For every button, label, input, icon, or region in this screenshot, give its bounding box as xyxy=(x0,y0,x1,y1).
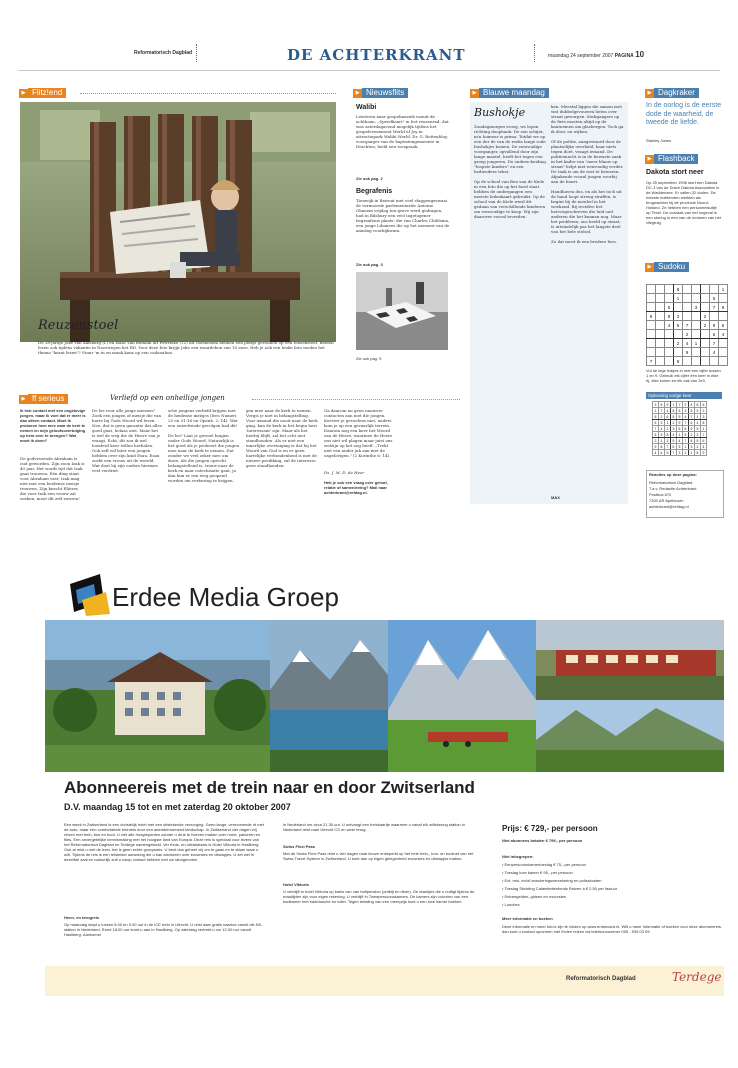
solution-cell: 9 xyxy=(671,438,677,444)
ffserieus-contact: Heb je ook een vraag over geloof, relatie of samenleving? Mail naar achterkrant@refdag.nl. xyxy=(324,480,388,495)
solution-cell: 1 xyxy=(677,432,683,438)
reacties-line-3: Postbus 670 xyxy=(649,492,672,497)
ffserieus-question: Ik heb contact met een ongelovige jongen, maar ik voel dat er meer is dan alleen contact. Moet ik proberen hem mee naar de kerk te nemen en mijn geloofsovertuiging op hem over te brengen? Wat moet ik doen? xyxy=(20,408,86,443)
page-number: 10 xyxy=(635,50,645,59)
ffserieus-rule xyxy=(252,399,460,400)
sudoku-cell[interactable] xyxy=(719,339,728,348)
sudoku-cell[interactable]: 3 xyxy=(674,312,683,321)
solution-cell: 4 xyxy=(689,402,695,408)
solution-cell: 9 xyxy=(701,450,707,456)
sudoku-cell[interactable] xyxy=(701,348,710,357)
sudoku-cell[interactable]: 1 xyxy=(674,294,683,303)
header-date xyxy=(548,50,644,59)
solution-cell: 7 xyxy=(701,432,707,438)
sudoku-cell[interactable] xyxy=(656,339,665,348)
sudoku-cell[interactable] xyxy=(665,348,674,357)
sudoku-cell[interactable] xyxy=(674,303,683,312)
advert-col2-sub1: Swiss Flexi Pass xyxy=(283,844,316,849)
solution-cell: 8 xyxy=(659,444,665,450)
ffserieus-col3: sche jongens verliefd krijgen met de heidense meisjes (lees Numeri 25 en 31:16 en Openb. 2: 14). Wat een ontzettende gevolgen had dit! De les? Laat je gewoel buigen onder Gods Woord. Natuurlijk is het goed als je probeert die jongen mee naar de kerk te nemen. Dat zonder we veel zeker mee om doen. Als die jongen oprecht belangstellend is, trouw naar de kerk en naar catechisatie gaat, ja dan kun er een weg geopend worden om verkering te krijgen. xyxy=(168,408,240,483)
solution-cell: 6 xyxy=(653,432,659,438)
solution-cell: 9 xyxy=(659,432,665,438)
sudoku-cell[interactable] xyxy=(647,339,656,348)
solution-cell: 2 xyxy=(653,438,659,444)
sudoku-cell[interactable] xyxy=(647,330,656,339)
sudoku-row xyxy=(647,303,728,312)
price-value: € 729,- per persoon xyxy=(524,824,598,833)
sudoku-cell[interactable] xyxy=(719,357,728,366)
flashback-header xyxy=(645,154,698,164)
mountain-image xyxy=(388,620,536,772)
sudoku-cell[interactable] xyxy=(683,294,692,303)
sudoku-cell[interactable] xyxy=(656,321,665,330)
solution-cell: 4 xyxy=(701,444,707,450)
photo-hotel xyxy=(45,620,270,772)
sudoku-cell[interactable]: 9 xyxy=(683,348,692,357)
sudoku-cell[interactable] xyxy=(665,294,674,303)
ffserieus-col4: gen mee naar de kerk te nemen. Vergis je niet in belangstelling. Voor iemand die nooit naar de kerk ging, kan de kerk in het begin best 'interessant' zijn. Maar als het hierbij blijft, zal het echt niet standhouden. Als er niet een innerlijke overtuiging is dat hij het Woord van God is en er geen hartelijke verbondenheid is met de nieuwe prediking, zal de interesse geen standhouden. xyxy=(246,408,318,468)
solution-cell: 3 xyxy=(671,426,677,432)
sudoku-label: Sudoku xyxy=(654,262,689,272)
solution-cell: 2 xyxy=(701,408,707,414)
sudoku-cell[interactable]: 6 xyxy=(719,321,728,330)
sudoku-cell[interactable] xyxy=(656,312,665,321)
solution-cell: 7 xyxy=(659,408,665,414)
walibi-body: Leisteren naar gospelmuziek vanuit de achtbaan. „Speedkaart" in het reuzenrad, dat was zaterdagavond mogelijk tijdens het gospelevenement World of Joy in attractiepark Walibi World. Dr. G. Bottenblay, voorganger van de baptistengemeente in Drachten, hield een toespraak. xyxy=(356,114,449,149)
solution-cell: 4 xyxy=(665,408,671,414)
sudoku-cell[interactable] xyxy=(656,330,665,339)
sudoku-tag-icon: ▶ xyxy=(645,263,654,272)
solution-cell: 6 xyxy=(677,408,683,414)
solution-cell: 6 xyxy=(701,402,707,408)
solution-cell: 8 xyxy=(683,426,689,432)
photo-caption: De 18-jarige Joke van Aalsburg (l.) en Isaac van Beinum uit Petrrieke (12) uit Gorinchem hebben een plekje gevonden op een reusenstoel. Beiden lezen ook tijdens vakantie in Noorwegen het RD. Voor deze foto krijgt Joke een waardebon van 10 euro. Heb je ook een leuke foto moden het thema "krant lezen"? Stuur 'm in en maak kans op een cadeaubon. xyxy=(38,340,334,355)
sudoku-cell[interactable] xyxy=(701,357,710,366)
solution-cell: 1 xyxy=(701,426,707,432)
sudoku-cell[interactable] xyxy=(683,285,692,294)
sudoku-cell[interactable]: 2 xyxy=(674,339,683,348)
sudoku-cell[interactable] xyxy=(665,357,674,366)
reacties-line-4: 7300 AR Apeldoorn xyxy=(649,498,684,503)
reacties-title: Reacties op deze pagina: xyxy=(649,472,697,477)
header-divider-right xyxy=(534,44,535,62)
solution-cell: 3 xyxy=(677,450,683,456)
chess-image xyxy=(356,272,448,350)
sudoku-grid[interactable] xyxy=(646,284,728,366)
sudoku-cell[interactable]: 5 xyxy=(710,294,719,303)
nieuwsflits-photo xyxy=(356,272,448,350)
sudoku-cell[interactable]: 5 xyxy=(674,321,683,330)
solution-cell: 9 xyxy=(689,426,695,432)
flitzend-label: Flitz!end xyxy=(28,88,66,98)
sudoku-cell[interactable]: 4 xyxy=(683,339,692,348)
sudoku-cell[interactable] xyxy=(665,330,674,339)
walibi-title: Walibi xyxy=(356,104,377,111)
sudoku-cell[interactable] xyxy=(647,348,656,357)
ffserieus-subtitle: Verliefd op een onheilige jongen xyxy=(110,394,225,402)
sudoku-cell[interactable] xyxy=(692,294,701,303)
included-item-6: • Lunches xyxy=(502,902,520,907)
solution-cell: 2 xyxy=(671,420,677,426)
sudoku-cell[interactable]: 9 xyxy=(647,312,656,321)
ffserieus-tag-icon: ▶ xyxy=(19,395,28,404)
solution-cell: 9 xyxy=(665,402,671,408)
sudoku-cell[interactable] xyxy=(710,285,719,294)
sudoku-header xyxy=(645,262,689,272)
begrafenis-title: Begrafenis xyxy=(356,188,393,195)
solution-cell: 5 xyxy=(671,414,677,420)
sudoku-cell[interactable] xyxy=(701,303,710,312)
included-item-3: • Evt. reis- en/of annuleringsverzekering en polisskosten xyxy=(502,878,602,883)
erdee-logo-mark-icon xyxy=(66,570,114,618)
sudoku-cell[interactable] xyxy=(656,348,665,357)
sudoku-cell[interactable]: 7 xyxy=(647,357,656,366)
solution-cell: 5 xyxy=(689,408,695,414)
solution-cell: 3 xyxy=(689,444,695,450)
sudoku-cell[interactable] xyxy=(656,294,665,303)
sudoku-cell[interactable]: 9 xyxy=(719,303,728,312)
sudoku-cell[interactable] xyxy=(665,285,674,294)
flitzend-tag-icon: ▶ xyxy=(19,89,28,98)
logo-rd: Reformatorisch Dagblad xyxy=(566,976,636,982)
included-item-6-text: Lunches xyxy=(504,902,520,907)
solution-cell: 7 xyxy=(689,414,695,420)
nieuwsflits-header xyxy=(353,88,408,98)
flashback-label: Flashback xyxy=(654,154,698,164)
sudoku-cell[interactable] xyxy=(674,348,683,357)
sudoku-cell[interactable]: 4 xyxy=(665,321,674,330)
solution-cell: 2 xyxy=(659,414,665,420)
dagkraker-quote: In de oorlog is de eerste dode de waarheid, de tweede de liefde. xyxy=(646,102,722,126)
sudoku-cell[interactable] xyxy=(683,357,692,366)
solution-cell: 4 xyxy=(653,450,659,456)
logo-terdege: Terdege xyxy=(672,970,722,984)
sudoku-cell[interactable] xyxy=(647,321,656,330)
solution-cell: 3 xyxy=(683,408,689,414)
sudoku-cell[interactable] xyxy=(701,330,710,339)
sudoku-cell[interactable] xyxy=(674,330,683,339)
sudoku-cell[interactable]: 2 xyxy=(701,312,710,321)
solution-cell: 2 xyxy=(683,450,689,456)
solution-cell: 5 xyxy=(677,444,683,450)
reuzenstoel-image xyxy=(20,102,336,342)
hotel-image xyxy=(45,620,270,772)
solution-cell: 1 xyxy=(689,450,695,456)
sudoku-cell[interactable]: 2 xyxy=(683,330,692,339)
sudoku-row xyxy=(647,348,728,357)
ffserieus-col2: De les voor alle jonge mensen? Zoek een jongen of meisje die van harte bij Gods Woord wil leven. Nee, dat is geen garantie dat alles goed gaat, helaas niet. Maar het is wel de weg die de Heere van je vraagt. Echt, dit zou ik wel honderd keer willen herhalen. Ook zelf wil later een jongen hebben over zijn kind Esau. Esau zoekt een vrouw uit de wereld. Wat doet hij zijn ouders hiermee veel verdriet. xyxy=(92,408,162,473)
solution-cell: 7 xyxy=(665,444,671,450)
photo-lake xyxy=(270,620,388,772)
ffserieus-signature: Ds. J. M. D. de Heer xyxy=(324,470,365,475)
included-item-5: • Entreegelden, gidsen en excursies xyxy=(502,894,566,899)
solution-grid xyxy=(652,401,707,456)
solution-cell: 5 xyxy=(653,420,659,426)
advert-col1-sub-body: Op maandag stapt u tussen 8.00 en 9.00 uur in de ICE trein in Utrecht. U reist daar gratis naartoe vanuit elk NS-station in Nederland. Rond 18.00 uur komt u aan in Hasliberg. Op zaterdag vertrekt u om 12.00 uur vanuit Hasliberg. Aankomst xyxy=(64,922,263,937)
sudoku-row xyxy=(647,312,728,321)
sudoku-cell[interactable]: 6 xyxy=(710,330,719,339)
sudoku-cell[interactable] xyxy=(692,321,701,330)
sudoku-cell[interactable]: 1 xyxy=(719,285,728,294)
flitzend-header xyxy=(19,88,66,98)
solution-cell: 6 xyxy=(671,444,677,450)
sudoku-cell[interactable]: 4 xyxy=(719,330,728,339)
solution-cell: 1 xyxy=(653,408,659,414)
sudoku-cell[interactable]: 3 xyxy=(692,303,701,312)
reacties-line-2: T.a.v. Redactie Achterkrant xyxy=(649,486,697,491)
solution-cell: 3 xyxy=(695,432,701,438)
solution-cell: 8 xyxy=(695,450,701,456)
sudoku-cell[interactable]: 4 xyxy=(710,348,719,357)
sudoku-cell[interactable] xyxy=(719,294,728,303)
advert-col1-sub: Heen- en terugreis xyxy=(64,915,100,920)
ffserieus-header xyxy=(19,394,68,404)
sudoku-cell[interactable]: 2 xyxy=(701,321,710,330)
sudoku-cell[interactable]: 5 xyxy=(665,303,674,312)
solution-cell: 4 xyxy=(695,420,701,426)
valley-image xyxy=(536,700,724,772)
solution-cell: 4 xyxy=(659,426,665,432)
page-label: PAGINA xyxy=(614,53,634,59)
solution-cell: 5 xyxy=(683,432,689,438)
header-paper: Reformatorisch Dagblad xyxy=(134,50,193,56)
solution-cell: 8 xyxy=(695,402,701,408)
bushokje-col1: Zondagmorgen vroeg, we lopen richting doopbank. De zon schijnt, m'n humeur is prima. Totdat we op een der de van de reeks lange rode bushokjes komen. De eenvoudige voorganger, opvallend door zijn lange mantel, heeft het tegen een groep jongeren. De onderscheiding "loopste kinders" en een bediendere tekst. Op de school van Ben van de Kiele in een foto die op het bord staat hebben de ondergangen een meeste ledenkaart gebruikt. Op de school van de Kiele werd dit gedaan van verschillende kinderen om eenvoudige te koop. Wij zijn daarover vooral tevreden. xyxy=(474,124,546,219)
reacties-line-1: Reformatorisch Dagblad xyxy=(649,480,693,485)
nieuwsflits-photo-see: Zie ook pag. 9 xyxy=(356,356,382,361)
sudoku-cell[interactable] xyxy=(647,294,656,303)
photo-mountain-train xyxy=(388,620,536,772)
solution-cell: 7 xyxy=(653,426,659,432)
solution-cell: 3 xyxy=(653,402,659,408)
solution-cell: 1 xyxy=(659,438,665,444)
advert-col2-sub2: Hotel Viktoria xyxy=(283,882,309,887)
solution-cell: 2 xyxy=(695,444,701,450)
sudoku-cell[interactable] xyxy=(683,303,692,312)
solution-cell: 3 xyxy=(659,420,665,426)
sudoku-cell[interactable] xyxy=(656,357,665,366)
sudoku-cell[interactable]: 8 xyxy=(674,285,683,294)
solution-cell: 7 xyxy=(677,402,683,408)
walibi-see: Zie ook pag. 2 xyxy=(356,176,383,181)
erdee-logo-icon xyxy=(66,570,114,618)
sudoku-cell[interactable]: 8 xyxy=(674,357,683,366)
solution-cell: 8 xyxy=(701,420,707,426)
reacties-email[interactable]: achterkrant@refdag.nl xyxy=(649,504,689,509)
sudoku-cell[interactable]: 7 xyxy=(710,303,719,312)
sudoku-cell[interactable] xyxy=(647,285,656,294)
sudoku-cell[interactable]: 8 xyxy=(665,312,674,321)
sudoku-cell[interactable] xyxy=(719,348,728,357)
solution-cell: 2 xyxy=(683,402,689,408)
solution-cell: 6 xyxy=(689,420,695,426)
solution-cell: 7 xyxy=(671,450,677,456)
solution-cell: 7 xyxy=(683,420,689,426)
sudoku-cell[interactable] xyxy=(656,285,665,294)
flashback-body: Op 25 september 1996 stort een Dakota DC-3 van de Dutch Dakota Association in de Waddenzee. Er vallen 32 doden. De meeste inzittenden werkten als brugwachter bij de provincie Noord-Holland. Ze hebben een personeelsuitje op Texel. De oorzaak van het ongeval is een storing in een van de motoren van het vliegtuig. xyxy=(646,180,721,225)
solution-cell: 1 xyxy=(665,420,671,426)
bushokje-author: MAX xyxy=(551,495,560,500)
sudoku-row xyxy=(647,294,728,303)
info-body: Deze informatie en meer foto's zijn te vinden op www.erdeecard.nl. Wilt u meer informatie of boeken voor deze abonneereis, dan kunt u contact opnemen met Erdee reizen via telefoonnummer 055 - 539 03 09. xyxy=(502,924,722,934)
solution-cell: 9 xyxy=(677,420,683,426)
sudoku-cell[interactable] xyxy=(692,312,701,321)
sudoku-cell[interactable]: 9 xyxy=(710,321,719,330)
solution-cell: 6 xyxy=(665,414,671,420)
included-item-1-text: Eenpersoonskamertoeslag € 75,- per persoon xyxy=(504,862,586,867)
solution-cell: 5 xyxy=(695,438,701,444)
solution-cell: 9 xyxy=(653,444,659,450)
sudoku-cell[interactable] xyxy=(665,339,674,348)
sudoku-row xyxy=(647,285,728,294)
advert-col2-top: in Nederland om circa 21.30 uur. U ontvangt een treinkaartje waarmee u vanaf elk willekeurig station in Nederland reist naar Utrecht CS en weer terug. xyxy=(283,822,465,832)
sudoku-cell[interactable] xyxy=(701,294,710,303)
ffserieus-col5: Ga daarom nu geen nauwere contacten aan met die jongen. Koester je gevoelens niet, anders kom je op een gevaarlijk terrein. Daarom nog een keer het Woord van de Heere, waarmee de Heere ons niet wil plagen maar juist ons welzijn op het oog heeft: „Trekt niet een ander juk aan met de ongelovigen." (2 Korinthe 6: 14). xyxy=(324,408,393,458)
sudoku-cell[interactable] xyxy=(692,357,701,366)
bushokje-title: Bushokje xyxy=(474,106,526,119)
included-item-1: • Eenpersoonskamertoeslag € 75,- per persoon xyxy=(502,862,586,867)
solution-cell: 1 xyxy=(695,414,701,420)
dagkraker-label: Dagkraker xyxy=(654,88,699,98)
advert-headline: Abonneereis met de trein naar en door Zwitserland xyxy=(64,778,475,797)
dagkraker-tag-icon: ▶ xyxy=(645,89,654,98)
blauwe-tag-icon: ▶ xyxy=(470,89,479,98)
included-item-2-text: Toeslag luxe kamer € 95,- per persoon xyxy=(504,870,573,875)
sudoku-cell[interactable] xyxy=(701,339,710,348)
solution-cell: 1 xyxy=(671,402,677,408)
begrafenis-body: Tienwijk in Beirout met veel vlaggengeswaai de vermoorde parlementariër Antoine Ghanem vrijdag ten grave werd gedragen, had in Bilsbury een veel ingetogener begraafenis plaats: die van Charles Childsina, een jonge Libanees die op het moment van de aanslag voorbijkwam. xyxy=(356,198,450,233)
photo-train-top xyxy=(536,620,724,700)
solution-cell: 5 xyxy=(665,450,671,456)
sudoku-cell[interactable]: 7 xyxy=(683,321,692,330)
info-title: Meer informatie en boeken xyxy=(502,916,553,921)
solution-cell: 5 xyxy=(695,426,701,432)
included-item-4-text: Toeslag Stichting Calamiteitenfonds Reizen à € 2,50 per factuur xyxy=(504,886,618,891)
included-item-3-text: Evt. reis- en/of annuleringsverzekering en polisskosten xyxy=(504,878,602,883)
blauwe-maandag-label: Blauwe maandag xyxy=(479,88,549,98)
ffserieus-label: ff serieus xyxy=(28,394,68,404)
solution-cell: 6 xyxy=(677,426,683,432)
sudoku-row xyxy=(647,357,728,366)
advert-col2-sub2-body: U verblijft in hotel Viktoria op basis van van halfpension (ontbijt en diner). De drankjes die u nuttigt tijdens de maaltijden zijn voor eigen rekening. U verblijft in Tweepersoonskamers. De kamers zijn voorzien van een badkamer met bad/douche en toilet. Tegen betaling van een meerprijs kunt u een luxe kamer boeken. xyxy=(283,889,475,904)
sudoku-cell[interactable] xyxy=(710,357,719,366)
lake-image xyxy=(270,620,388,772)
bushokje-col2: ken. Meestal liggen die samen met wat dubbelgevouwen lieten over straat geworpen. Kerkgangers op de fiets moeten altijd op de kantnemen om glasbergen. Toch ga ik door, en wijken. Of de politie, aangestuurd door de plaatselijke overheid, haar niets tegen doet, vraagt iemand. De politiemacht is in de bewuste zaak in het kader van "meer blauw op straat" helpt niet eenvoudig verder. De taak is om de rust te bewaren. Afpakende vooral jongen voorbij aan de buurt. Handhaven dus, en als het toch uit de hand loopt streng straffen, is begint bij de meubel in het weekend. Bij recidive het hervorgeschreven die luid oud anderen die het kunnen nog. Maar het probleem, ons beeld op straat, is uiteindelijk pas het langste deel van het hele stelsel. Zo dat moet ik een bredere lees. xyxy=(551,104,624,244)
solution-cell: 8 xyxy=(689,438,695,444)
solution-cell: 8 xyxy=(671,408,677,414)
photo-title: Reuzenstoel xyxy=(38,318,119,333)
sudoku-row xyxy=(647,330,728,339)
included-title: Niet inbegrepen: xyxy=(502,854,534,859)
advert-subheadline: D.V. maandag 15 tot en met zaterdag 20 oktober 2007 xyxy=(64,802,291,812)
solution-cell: 6 xyxy=(701,438,707,444)
sudoku-row xyxy=(647,339,728,348)
sudoku-cell[interactable] xyxy=(656,303,665,312)
begrafenis-see: Zie ook pag. 3 xyxy=(356,262,383,267)
page-title: DE ACHTERKRANT xyxy=(287,46,466,64)
blauwe-maandag-header xyxy=(470,88,549,98)
solution-cell: 9 xyxy=(695,408,701,414)
sudoku-cell[interactable] xyxy=(719,312,728,321)
advert-col1: Een week in Zwitserland is een christelijk hotel met een uitstekende verzorging. Geen lange, vermoeiende rit met de auto, maar een comfortabele treinreis door een ademberoemend landschap. In Zwitserland vier dagen vrij reizen met trein, bus en boot. U ziet alle hoogtepunten zonder u druk te hoeven maken over route, parkeren en files. Een onvergetelijke kennismaking met het hoogste land van Europa. Deze reis is speciaal voor lezers van het Reformatorisch Dagblad en Terdege samengesteld. Ver thuis- en uitvalsbasis is Hotel Viktoria in Hasliberg. Ook al reist u met de trein, het is geen echte groepsreis. U bent dus geheel vrij om te gaan en te staan waar u wilt. Tijdens de reis is een reisleider aanwezig die u kan adviseren over excursies en uitstapjes. U zet wel in dezelfde zaal en natuurlijk zult u volop contact hebben met uw landgenoten. xyxy=(64,822,264,862)
price-label: Prijs: xyxy=(502,824,523,833)
solution-cell: 3 xyxy=(665,438,671,444)
sudoku-row xyxy=(647,321,728,330)
sudoku-cell[interactable]: 7 xyxy=(710,339,719,348)
solution-cell: 6 xyxy=(659,450,665,456)
included-item-2: • Toeslag luxe kamer € 95,- per persoon xyxy=(502,870,573,875)
sudoku-cell[interactable] xyxy=(692,348,701,357)
advert-price xyxy=(502,824,598,833)
erdee-logo-text: Erdee Media Groep xyxy=(112,582,339,612)
sudoku-cell[interactable]: 1 xyxy=(692,339,701,348)
sudoku-cell[interactable] xyxy=(701,285,710,294)
solution-label: Oplossing vorige keer xyxy=(646,392,722,399)
solution-cell: 4 xyxy=(683,414,689,420)
price-nonsub: Niet abonnees betalen € 799,- per persoon xyxy=(502,838,583,843)
sudoku-instructions: Vul de lege hokjes in met een cijfer tussen 1 en 9. Gebruik elk cijfer één keer in elke rij, elke kolom en elk vak van 3x3. xyxy=(646,368,721,383)
solution-cell: 1 xyxy=(683,444,689,450)
nieuwsflits-tag-icon: ▶ xyxy=(353,89,362,98)
train-image xyxy=(536,620,724,700)
header-rule xyxy=(18,70,720,71)
dagkraker-header xyxy=(645,88,699,98)
sudoku-cell[interactable] xyxy=(683,312,692,321)
date-text: maandag 24 september 2007 xyxy=(548,53,614,59)
solution-cell: 5 xyxy=(659,402,665,408)
solution-cell: 4 xyxy=(677,438,683,444)
advert-col2-sub1-body: Met de Swiss Flexi Pass reist u vier dagen naar keuze onbeperkt op het hele trein-, bus- en bootnet van het Swiss Travel System in Zwitserland. U kunt dan op eigen gelegenheid excursies en uitstapjes maken. xyxy=(283,851,474,861)
solution-cell: 8 xyxy=(653,414,659,420)
solution-cell: 4 xyxy=(671,432,677,438)
ffserieus-col1: De godvrezende Abraham is oud geworden. Zijn zoon Izak is 40 jaar. Het wordt tijd dat Izak gaat trouwen. Eén ding staat voor Abraham vast: Izak mag niet met een heidense meisje trouwen. Zijn knecht Eliëzer, die voor Izak een vrouw zal zoeken, moet dit zelf zweren! xyxy=(20,456,85,501)
solution-cell: 8 xyxy=(665,432,671,438)
header-divider-left xyxy=(196,44,197,62)
sudoku-cell[interactable] xyxy=(710,312,719,321)
flashback-title: Dakota stort neer xyxy=(646,169,704,176)
photo-valley xyxy=(536,700,724,772)
included-item-4: • Toeslag Stichting Calamiteitenfonds Reizen à € 2,50 per factuur xyxy=(502,886,618,891)
nieuwsflits-label: Nieuwsflits xyxy=(362,88,408,98)
solution-cell: 7 xyxy=(683,438,689,444)
flitzend-rule xyxy=(80,93,336,94)
solution-cell: 3 xyxy=(701,414,707,420)
reuzenstoel-photo xyxy=(20,102,336,342)
solution-cell: 9 xyxy=(677,414,683,420)
flashback-tag-icon: ▶ xyxy=(645,155,654,164)
included-item-5-text: Entreegelden, gidsen en excursies xyxy=(504,894,566,899)
solution-cell: 2 xyxy=(665,426,671,432)
sudoku-cell[interactable] xyxy=(647,303,656,312)
sudoku-cell[interactable] xyxy=(692,330,701,339)
dagkraker-author: Stanley Jones xyxy=(646,138,672,143)
sudoku-cell[interactable] xyxy=(692,285,701,294)
solution-cell: 2 xyxy=(689,432,695,438)
solution-row xyxy=(653,450,707,456)
